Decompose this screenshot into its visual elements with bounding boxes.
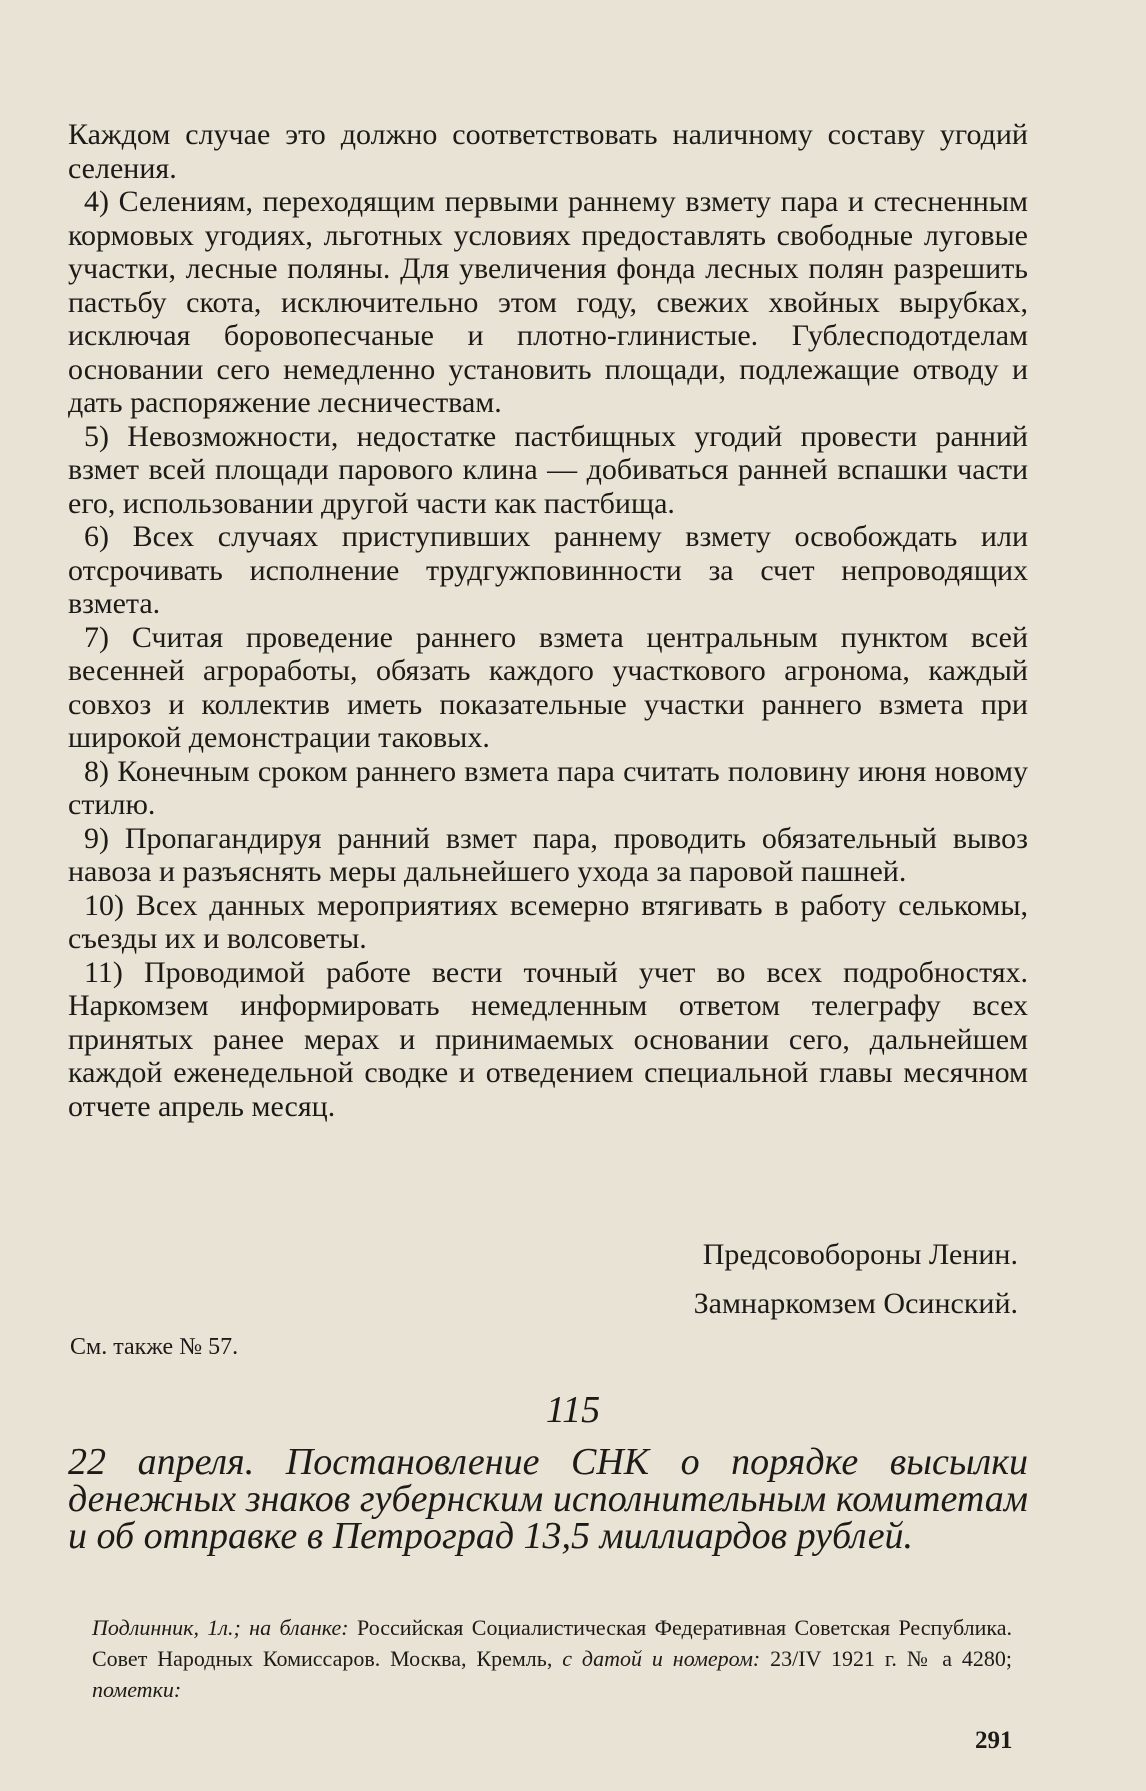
signature-osinsky: Замнаркомзем Осинский. <box>693 1287 1018 1320</box>
document-number: 115 <box>545 1389 601 1431</box>
paragraph-item-8: 8) Конечным сроком раннего взмета пара считать половину июня новому стилю. <box>68 754 1028 821</box>
paragraph-item-6: 6) Всех случаях приступивших раннему взмету освобождать или отсрочивать исполнение трудгужповинности за счет непроводящих взмета. <box>68 520 1028 620</box>
paragraph-continuation: Каждом случае это должно соответствовать наличному составу угодий селения. <box>68 118 1028 185</box>
document-title: 22 апреля. Постановление СНК о порядке высылки денежных знаков губернским исполнительным комитетам и об отправке в Петроград 13,5 миллиардов рублей. <box>68 1441 1028 1557</box>
paragraph-item-7: 7) Считая проведение раннего взмета центральным пунктом всей весенней агроработы, обязать каждого участкового агронома, каждый совхоз и коллектив иметь показательные участки раннего взмета при широкой демонстрации таковых. <box>68 620 1028 754</box>
source-label-marks: пометки: <box>92 1677 182 1702</box>
paragraph-item-5: 5) Невозможности, недостатке пастбищных угодий провести ранний взмет всей площади парового клина — добиваться ранней вспашки части его, использовании другой части как пастбища. <box>68 419 1028 520</box>
source-text-date: 23/IV 1921 г. № а 4280; <box>770 1646 1012 1671</box>
source-note <box>92 1612 1012 1705</box>
source-text-letterhead: Российская Социалистическая Федеративная Советская Республика. Совет Народных Комиссаров. Москва, Кремль, <box>92 1615 1013 1671</box>
see-also-note: См. также № 57. <box>70 1334 239 1360</box>
page-number: 291 <box>975 1727 1013 1754</box>
paragraph-item-11: 11) Проводимой работе вести точный учет во всех подробностях. Наркомзем информировать немедленным ответом телеграфу всех принятых ранее мерах и принимаемых основании сего, дальнейшем каждой еженедельной сводке и отведением специальной главы месячном отчете апрель месяц. <box>68 955 1028 1123</box>
paragraph-item-10: 10) Всех данных мероприятиях всемерно втягивать в работу селькомы, съезды их и волсоветы. <box>68 888 1028 955</box>
decree-body <box>68 118 1028 1123</box>
paragraph-item-4: 4) Селениям, переходящим первыми раннему взмету пара и стесненным кормовых угодиях, льготных условиях предоставлять свободные луговые участки, лесные поляны. Для увеличения фонда лесных полян разрешить пастьбу скота, исключительно этом году, свежих хвойных вырубках, исключая боровопесчаные и плотно-глинистые. Гублесподотделам основании сего немедленно установить площади, подлежащие отводу и дать распоряжение лесничествам. <box>68 185 1028 419</box>
source-label-original: Подлинник, 1л.; на бланке: <box>92 1615 349 1640</box>
source-label-date: с датой и номером: <box>562 1646 761 1671</box>
paragraph-item-9: 9) Пропагандируя ранний взмет пара, проводить обязательный вывоз навоза и разъяснять меры дальнейшего ухода за паровой пашней. <box>68 821 1028 888</box>
signature-lenin: Предсовобороны Ленин. <box>702 1238 1018 1271</box>
